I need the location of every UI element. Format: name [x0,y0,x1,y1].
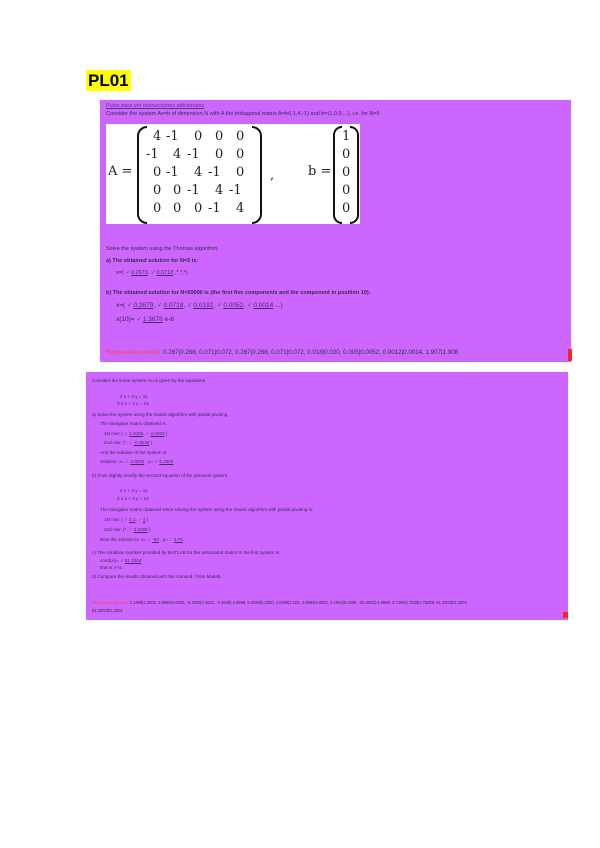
solution-2-prefix: Now the solution is: x= [100,537,147,542]
check-icon: ✓ [150,270,156,276]
question-1-statement: Consider the system Ax=b of dimension N with A the tridiagonal matrix A=tri(-1,4,-1) and b=(1,0,0,...), i.e. for N=5 [106,111,380,117]
matrix-left-bracket [137,126,147,224]
vector-label: b = [308,164,332,179]
matrix-cell: 0 [153,201,162,216]
answer-field[interactable]: 0.0052 [223,302,244,309]
answer-field[interactable]: 0.0192 [193,302,214,309]
answer-field[interactable]: -50 [152,537,159,542]
solution-mid: , y= [145,459,154,464]
instructions-link[interactable]: Pulse para ver instrucciones adicionales [106,103,205,109]
matrix-cell: 4 [194,165,203,180]
check-icon: ✓ [145,431,150,436]
check-icon: ✓ [154,459,159,464]
matrix-cell: 0 [194,129,203,144]
vector-cell: 0 [342,183,351,198]
answer-field[interactable]: 0.0014 [253,302,274,309]
part-a-text: a) The obtained solution for N=5 is: [106,258,199,264]
answer-field[interactable]: 51.3304 [124,558,142,563]
check-icon: ✓ [125,270,130,276]
tri-text-2: The triangular matrix obtained when solving the system using the Gauss algorithm with partial pivoting is: [100,507,314,512]
part-a-suffix: ,*,*,*) [174,270,188,276]
question-panel-2 [86,372,568,620]
correct-answer-text: 2.1999|2.2000, 3.9999|4.0000, -0.3635|0.3631, -0.3635|-4.9999, 5.2499|5.2500, 2.0999|2.105, 3.9999|4.0001, 0.1904|0.1906, -50.0002|-4.9999, 3.7499|3.7500|1.75005, 51.3303|51.3304 [129,600,467,605]
vector-left-bracket [333,126,342,224]
part-b-answer-line: x=( ✓0.2679, ✓0.0718, ✓0.0192, ✓0.0052, ✓0.0014 ...) [116,302,283,309]
correct-label: Respuesta correcta: [92,600,129,605]
matrix-cell: 0 [236,147,245,162]
matrix-cell: -1 [166,129,179,144]
check-icon: ✓ [246,302,253,309]
cond-note: that is >>1. [100,565,123,570]
check-icon: ✓ [136,316,142,323]
check-icon: ✓ [168,537,173,542]
check-icon: ✓ [147,537,152,542]
correct-answer-text: 0.267|0.268, 0.071|0.072, 0.267|0.268, 0.071|0.072, 0.018|0.020, 0.005|0.0052, 0.0012|0.0014, 1.907|1.908 [163,349,459,356]
answer-field[interactable]: 0.2679 [130,270,148,276]
flag-marker [563,612,568,618]
correct-answer-2 [92,599,467,606]
row1b-suffix: ) [146,517,149,522]
matrix-cell: 0 [215,147,224,162]
part-b2-prefix: x(10)= [116,316,135,323]
check-icon: ✓ [186,302,193,309]
q2-part-c: c) The condition number provided by MATLAB for the associated matrix to the first system is: [92,550,281,555]
equation-3: 2 x + 4 y = 11 [120,488,148,493]
matrix-cell: 0 [236,129,245,144]
solution-2-mid: , y= [160,537,168,542]
row2-prefix: 2nd row: (*, [104,440,128,445]
row2b-line [104,526,151,533]
part-a-answer-line: x=( ✓0.2679, ✓0.0718 ,*,*,*) [116,270,188,276]
check-icon: ✓ [124,517,129,522]
answer-field[interactable]: 0.2679 [133,302,154,309]
answer-field[interactable]: 0.1905 [133,527,148,532]
question-2-statement: Consider the linear system Ax=b given by the equations [92,378,206,383]
row1b-line: 1st row: ( ✓2.1, ✓4 ) [104,517,149,522]
answer-field[interactable]: -0.3636 [133,440,150,445]
matrix-cell: 0 [215,129,224,144]
answer-field[interactable]: 0.0718 [156,270,174,276]
vector-cell: 0 [342,165,351,180]
row1-line: 1st row: ( ✓2.2000, ✓4.0000 ) [104,431,168,436]
matrix-cell: 0 [173,201,182,216]
answer-field[interactable]: 4.0000 [150,431,165,436]
answer-field[interactable]: 3.75 [173,537,183,542]
part-b2-suffix: e-6 [164,316,174,323]
check-icon: ✓ [120,558,124,563]
check-icon: ✓ [127,302,133,309]
correct-answer-2-cont: 51.3303|51.3304 [92,608,123,613]
q2-part-a: a) Solve the system using the Gauss algorithm with partial pivoting. [92,412,229,417]
matrix-cell: -1 [187,183,200,198]
answer-field[interactable]: 2.1 [129,517,136,522]
matrix-cell: 0 [173,183,182,198]
check-icon: ✓ [124,431,129,436]
vector-right-bracket [350,126,359,224]
matrix-cell: -1 [208,201,221,216]
matrix-cell: -1 [187,147,200,162]
check-icon: ✓ [128,440,133,445]
cond-prefix: cond(A)= [100,558,119,563]
row1-suffix: ) [165,431,168,436]
answer-field[interactable]: 2.2000 [129,431,144,436]
equation-2: 3.2 x + 4 y = 16 [117,401,149,406]
equation-4: 2.1 x + 4 y = 16 [117,496,149,501]
row2b-suffix: ) [148,527,151,532]
part-b-text: b) The obtained solution for N=50000 is (the first five components and the component in position 10): [106,290,371,296]
row1-prefix: 1st row: ( [104,431,123,436]
check-icon: ✓ [137,517,142,522]
tri-text: The triangular matrix obtained is: [100,421,167,426]
check-icon: ✓ [216,302,223,309]
cond-line [100,557,142,564]
part-b-suffix: ...) [275,302,283,309]
part-a-prefix: x=( [116,270,124,276]
answer-field[interactable]: 4 [142,517,146,522]
vector-cell: 0 [342,147,351,162]
row2b-prefix: 2nd row: (*, [104,527,128,532]
flag-marker [568,349,572,361]
matrix-cell: 0 [194,201,203,216]
page-title: PL01 [88,71,129,90]
answer-field[interactable]: 0.0718 [163,302,184,309]
row2-suffix: ) [150,440,153,445]
part-b-prefix: x=( [116,302,126,309]
row1b-prefix: 1st row: ( [104,517,123,522]
matrix-cell: 4 [215,183,224,198]
matrix-cell: -1 [208,165,221,180]
answer-field[interactable]: 3.0000 [130,459,145,464]
answer-field[interactable]: 5.2500 [159,459,174,464]
check-icon: ✓ [157,302,163,309]
row2-line [104,439,152,446]
matrix-cell: 4 [153,129,162,144]
matrix-cell: -1 [146,147,159,162]
matrix-comma: , [270,168,275,183]
matrix-right-bracket [252,126,262,224]
matrix-cell: 0 [153,183,162,198]
solution-line [100,458,173,465]
matrix-cell: 4 [173,147,182,162]
matrix-cell: 0 [236,165,245,180]
matrix-cell: -1 [166,165,179,180]
matrix-label: A = [108,164,133,179]
part-b2-answer-line [116,316,174,323]
solution-prefix: Solution: x= [100,459,125,464]
check-icon: ✓ [128,527,133,532]
answer-field[interactable]: 1.3678 [142,316,163,323]
matrix-cell: 4 [236,201,245,216]
matrix-cell: -1 [229,183,242,198]
correct-answer-1 [106,349,458,356]
vector-cell: 1 [342,129,351,144]
solve-text: Solve the system using the Thomas algorithm. [106,246,219,252]
check-icon: ✓ [125,459,130,464]
matrix-cell: 0 [153,165,162,180]
solution-2-line [100,536,183,543]
q2-part-d: d) Compare the results obtained with the comand \ from Matlab. [92,574,222,579]
sol-text: And the solution of the system is: [100,450,168,455]
vector-cell: 0 [342,201,351,216]
correct-label: Respuesta correcta: [106,349,162,356]
equation-1: 2 x + 4 y = 11 [120,394,148,399]
q2-part-b: b) If we slightly modify the second equation of the previous system, [92,473,229,478]
